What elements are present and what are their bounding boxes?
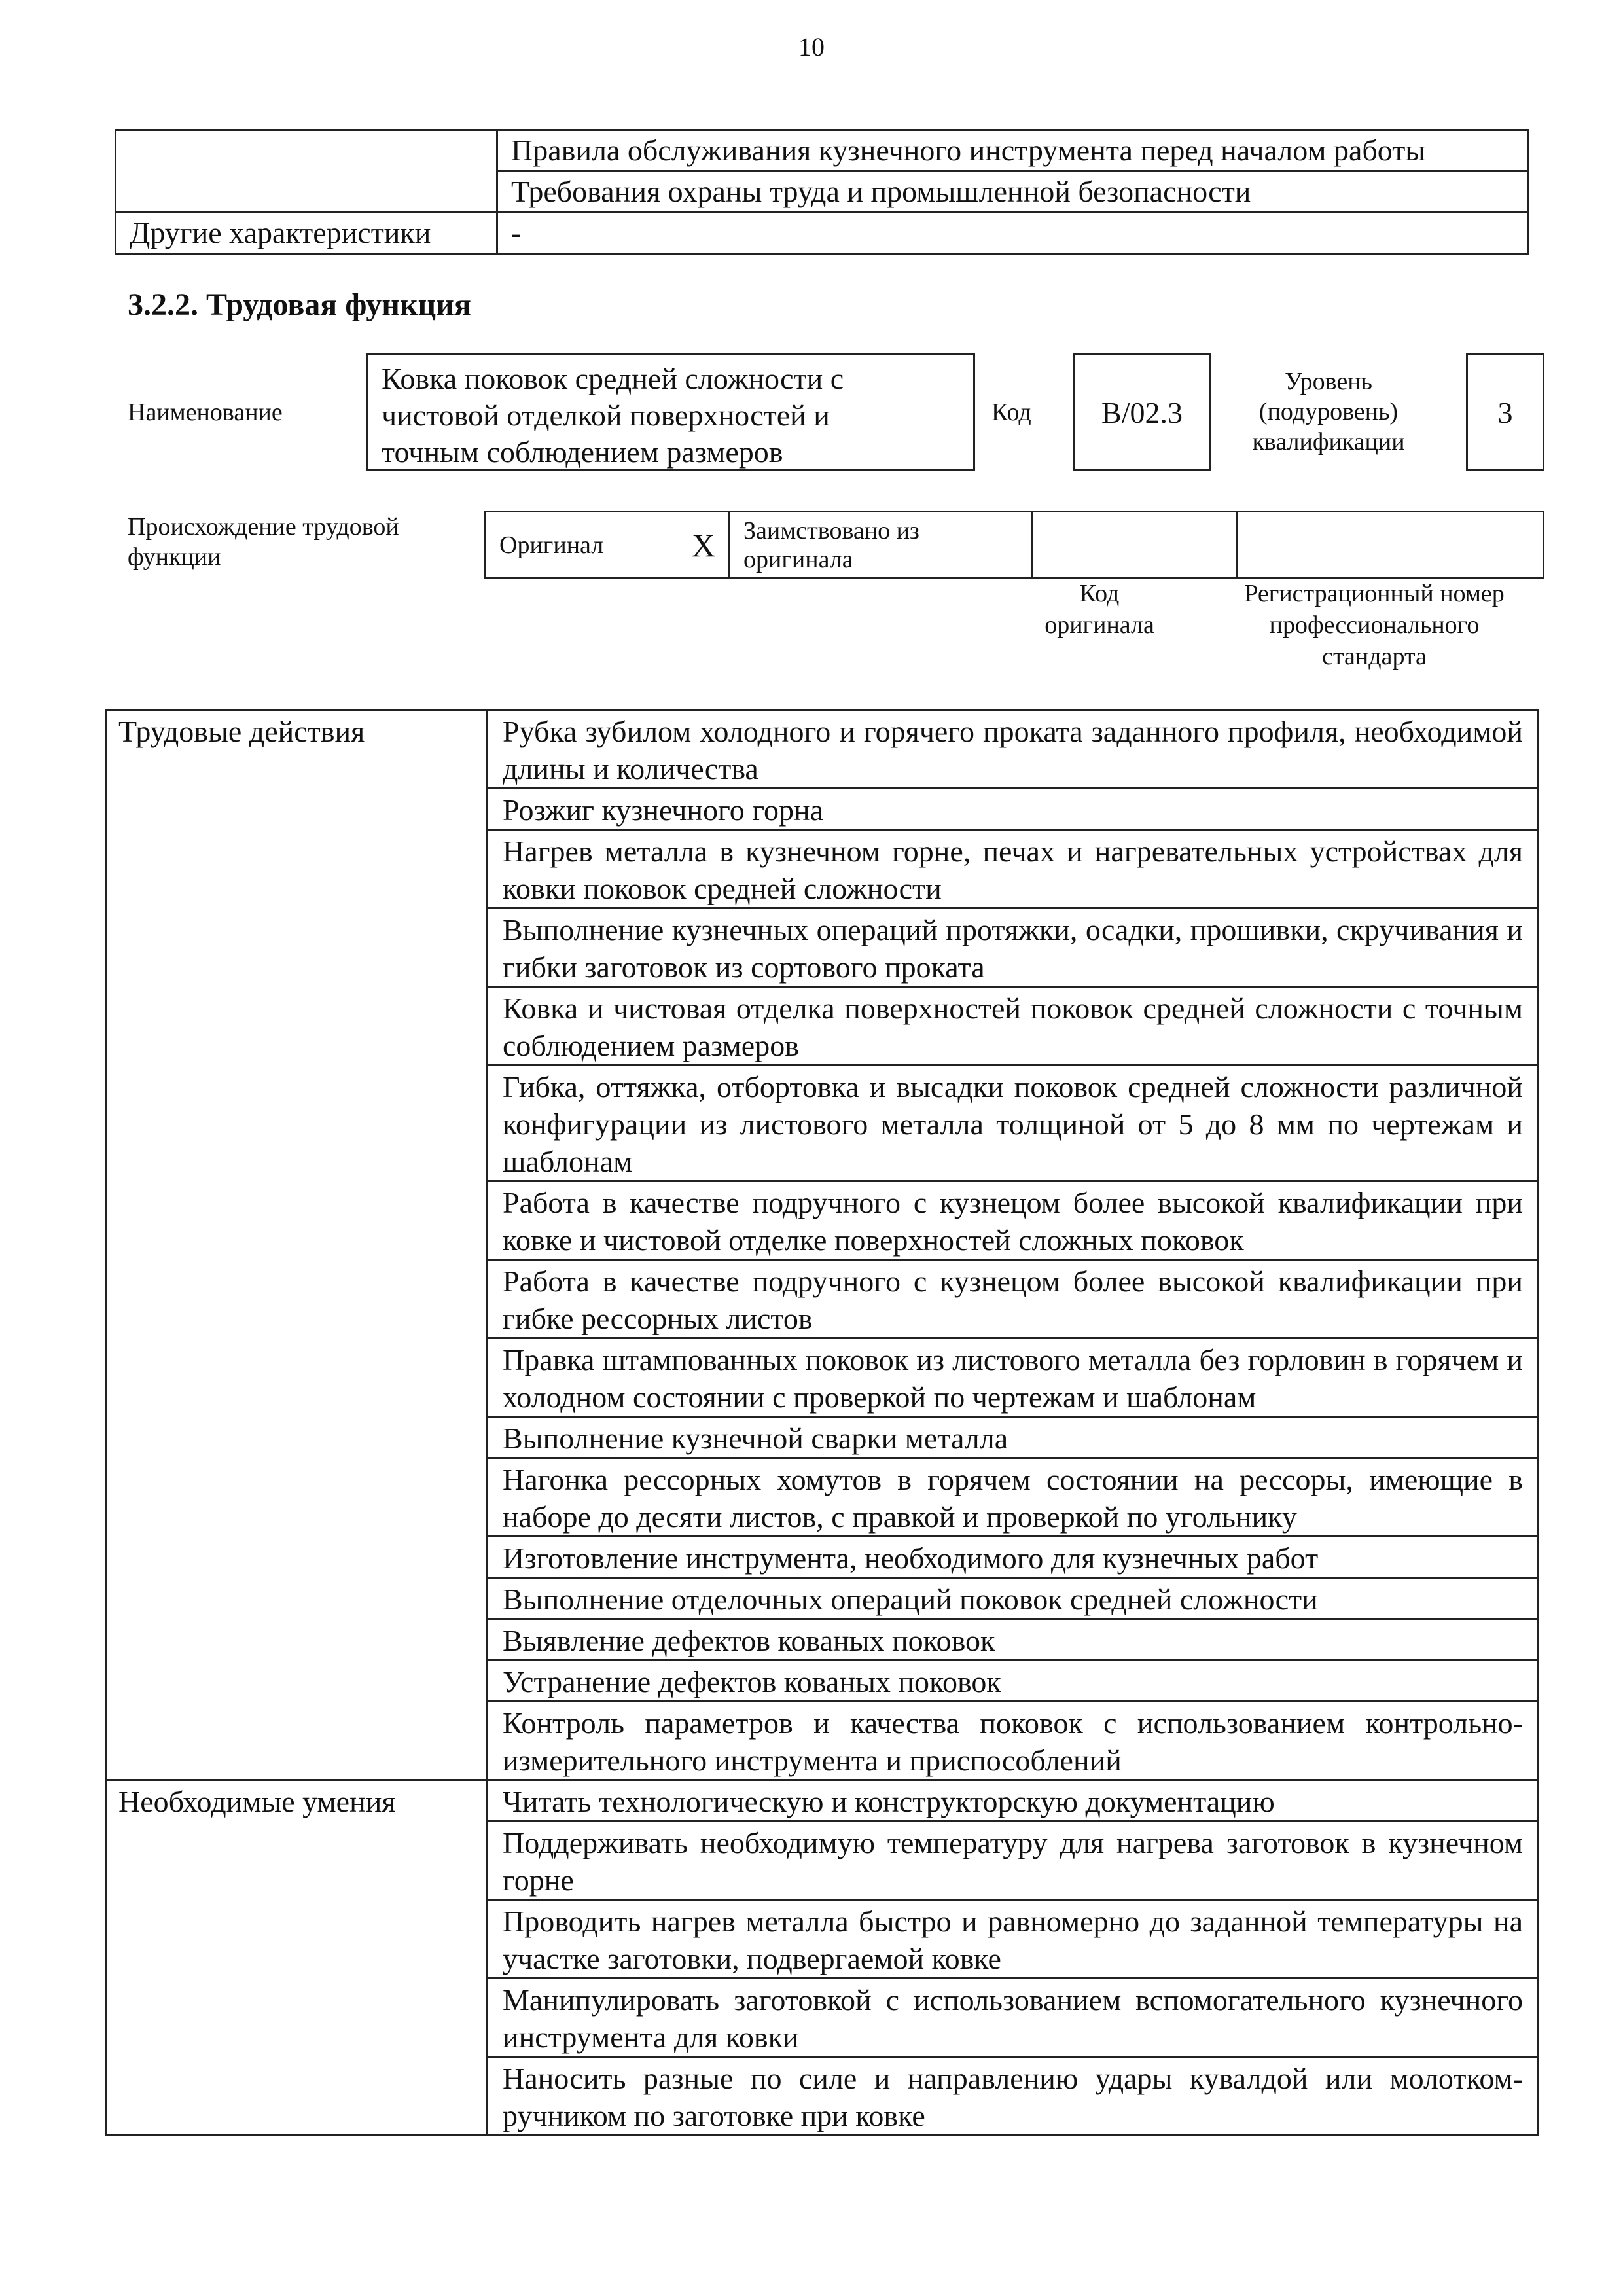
function-name-line: чистовой отделкой поверхностей и [382, 399, 830, 432]
level-label-line: квалификации [1252, 428, 1405, 456]
skills-item: Манипулировать заготовкой с использованием вспомогательного кузнечного инструмента для ковки [488, 1979, 1539, 2057]
section-title: 3.2.2. Трудовая функция [128, 287, 471, 322]
table-row [106, 1780, 1539, 1821]
origin-table [484, 511, 1544, 579]
skills-item: Проводить нагрев металла быстро и равномерно до заданной температуры на участке заготовки, подвергаемой ковке [488, 1900, 1539, 1979]
labor-actions-item: Работа в качестве подручного с кузнецом более высокой квалификации при гибке рессорных листов [488, 1260, 1539, 1338]
table-row [486, 512, 1544, 579]
table-cell-value: - [497, 213, 1529, 254]
caption-line: профессионального [1269, 611, 1480, 639]
borrowed-label-line: оригинала [743, 545, 853, 573]
labor-actions-item: Правка штампованных поковок из листового металла без горловин в горячем и холодном состоянии с проверкой по чертежам и шаблонам [488, 1338, 1539, 1417]
code-original-caption [1001, 578, 1198, 641]
skills-item: Читать технологическую и конструкторскую документацию [488, 1780, 1539, 1821]
original-label: Оригинал [499, 531, 604, 559]
function-name-line: Ковка поковок средней сложности с [382, 362, 844, 395]
level-box [1466, 353, 1544, 471]
labor-actions-item: Выполнение кузнечных операций протяжки, осадки, прошивки, скручивания и гибки заготовок из сортового проката [488, 908, 1539, 987]
labor-actions-item: Устранение дефектов кованых поковок [488, 1660, 1539, 1702]
origin-label-line: Происхождение трудовой [128, 513, 399, 541]
caption-line: Регистрационный номер [1244, 580, 1505, 607]
labor-actions-item: Рубка зубилом холодного и горячего проката заданного профиля, необходимой длины и количества [488, 710, 1539, 789]
labor-actions-item: Выполнение отделочных операций поковок средней сложности [488, 1578, 1539, 1619]
origin-label-line: функции [128, 543, 221, 571]
level-label-line: Уровень [1285, 368, 1372, 395]
registration-number-cell [1238, 512, 1544, 579]
caption-line: Код [1079, 580, 1120, 607]
labor-actions-label: Трудовые действия [106, 710, 488, 1780]
level-label [1230, 367, 1427, 457]
table-cell-label [116, 130, 497, 213]
labor-actions-item: Выполнение кузнечной сварки металла [488, 1417, 1539, 1458]
labor-actions-item: Работа в качестве подручного с кузнецом более высокой квалификации при ковке и чистовой отделке поверхностей сложных поковок [488, 1181, 1539, 1260]
page-number: 10 [798, 32, 825, 62]
table-row [116, 213, 1529, 254]
function-name-box [366, 353, 975, 471]
code-label: Код [991, 399, 1031, 426]
level-value: 3 [1497, 395, 1513, 429]
origin-label [128, 512, 399, 572]
labor-actions-item: Ковка и чистовая отделка поверхностей поковок средней сложности с точным соблюдением размеров [488, 987, 1539, 1066]
skills-label: Необходимые умения [106, 1780, 488, 2136]
caption-line: оригинала [1044, 611, 1154, 639]
table-row [106, 710, 1539, 789]
table-row [116, 130, 1529, 171]
table-cell-label: Другие характеристики [116, 213, 497, 254]
labor-actions-item: Нагрев металла в кузнечном горне, печах и нагревательных устройствах для ковки поковок средней сложности [488, 830, 1539, 908]
skills-item: Наносить разные по силе и направлению удары кувалдой или молотком-ручником по заготовке при ковке [488, 2057, 1539, 2136]
labor-actions-item: Розжиг кузнечного горна [488, 789, 1539, 830]
labor-actions-item: Контроль параметров и качества поковок с использованием контрольно-измерительного инструмента и приспособлений [488, 1702, 1539, 1780]
code-box [1073, 353, 1211, 471]
labor-actions-item: Выявление дефектов кованых поковок [488, 1619, 1539, 1660]
function-name-line: точным соблюдением размеров [382, 435, 783, 469]
labor-actions-item: Гибка, оттяжка, отбортовка и высадки поковок средней сложности различной конфигурации из листового металла толщиной от 5 до 8 мм по чертежам и шаблонам [488, 1066, 1539, 1181]
original-mark: X [691, 526, 715, 564]
table-cell-value: Правила обслуживания кузнечного инструмента перед началом работы [497, 130, 1529, 171]
table-cell-value: Требования охраны труда и промышленной безопасности [497, 171, 1529, 213]
labor-function-table [105, 709, 1539, 2136]
original-code-cell [1033, 512, 1238, 579]
caption-line: стандарта [1322, 643, 1427, 670]
name-label: Наименование [128, 399, 283, 426]
labor-actions-item: Нагонка рессорных хомутов в горячем состоянии на рессоры, имеющие в наборе до десяти листов, с правкой и проверкой по угольнику [488, 1458, 1539, 1537]
original-cell [486, 512, 730, 579]
borrowed-label-line: Заимствовано из [743, 516, 919, 545]
registration-number-caption [1211, 578, 1538, 672]
skills-item: Поддерживать необходимую температуру для нагрева заготовок в кузнечном горне [488, 1821, 1539, 1900]
labor-actions-item: Изготовление инструмента, необходимого для кузнечных работ [488, 1537, 1539, 1578]
borrowed-cell [730, 512, 1033, 579]
labor-function-table-body [106, 710, 1539, 2136]
continuation-table [115, 129, 1529, 255]
code-value: B/02.3 [1101, 395, 1183, 429]
level-label-line: (подуровень) [1258, 398, 1399, 425]
